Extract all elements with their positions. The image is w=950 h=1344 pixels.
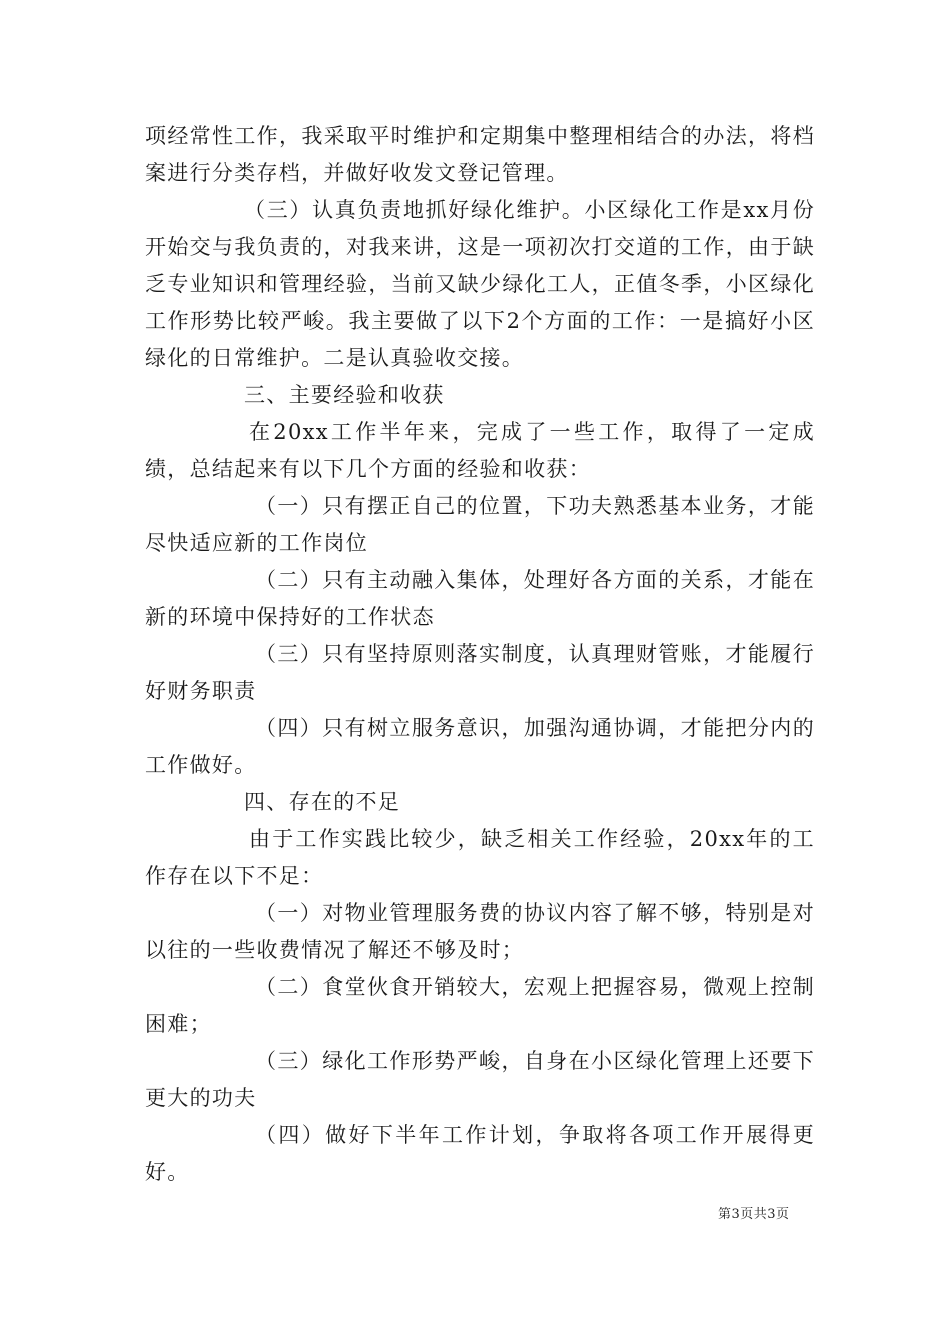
page-number-footer: 第3页共3页 (718, 1207, 790, 1222)
paragraph-greening-maintenance: （三）认真负责地抓好绿化维护。小区绿化工作是xx月份开始交与我负责的，对我来讲，这是一项初次打交道的工作，由于缺乏专业知识和管理经验，当前又缺少绿化工人，正值冬季，小区绿化工作形势比较严峻。我主要做了以下2个方面的工作：一是搞好小区绿化的日常维护。二是认真验收交接。 (145, 198, 815, 370)
paragraph-shortcoming-1: （一）对物业管理服务费的协议内容了解不够，特别是对以往的一些收费情况了解还不够及时； (145, 901, 815, 962)
paragraph-experience-4: （四）只有树立服务意识，加强沟通协调，才能把分内的工作做好。 (145, 716, 815, 777)
paragraph-experience-3: （三）只有坚持原则落实制度，认真理财管账，才能履行好财务职责 (145, 642, 815, 703)
document-body (145, 118, 815, 1191)
paragraph-experience-2: （二）只有主动融入集体，处理好各方面的关系，才能在新的环境中保持好的工作状态 (145, 568, 815, 629)
paragraph-shortcoming-3: （三）绿化工作形势严峻，自身在小区绿化管理上还要下更大的功夫 (145, 1049, 815, 1110)
section-heading-shortcomings: 四、存在的不足 (244, 790, 401, 814)
paragraph-shortcoming-2: （二）食堂伙食开销较大，宏观上把握容易，微观上控制困难； (145, 975, 815, 1036)
paragraph-experience-1: （一）只有摆正自己的位置，下功夫熟悉基本业务，才能尽快适应新的工作岗位 (145, 494, 815, 555)
paragraph-shortcoming-4: （四）做好下半年工作计划，争取将各项工作开展得更好。 (145, 1123, 815, 1184)
section-heading-experience: 三、主要经验和收获 (244, 383, 445, 407)
paragraph-experience-intro: 在20xx工作半年来，完成了一些工作，取得了一定成绩，总结起来有以下几个方面的经验和收获： (145, 420, 815, 481)
paragraph-archive-management: 项经常性工作，我采取平时维护和定期集中整理相结合的办法，将档案进行分类存档，并做好收发文登记管理。 (145, 124, 815, 185)
paragraph-shortcomings-intro: 由于工作实践比较少，缺乏相关工作经验，20xx年的工作存在以下不足： (145, 827, 815, 888)
